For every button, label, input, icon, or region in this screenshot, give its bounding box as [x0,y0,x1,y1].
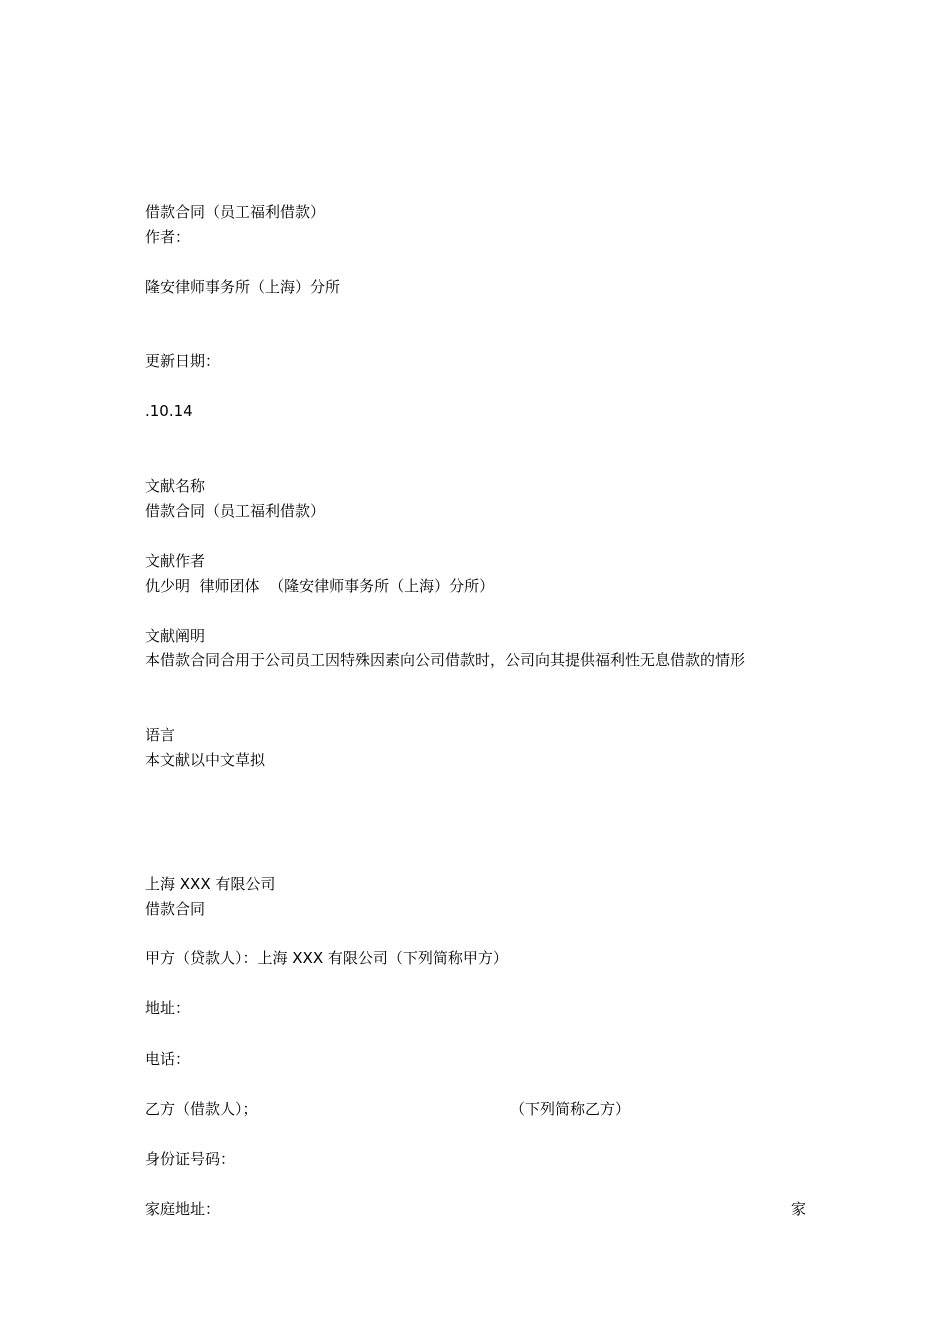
home-address-label: 家庭地址： [145,1200,221,1218]
phone-label: 电话： [145,1050,191,1068]
id-number-label: 身份证号码： [145,1150,236,1168]
update-date: .10.14 [145,402,193,420]
document-title: 借款合同（员工福利借款） [145,203,326,221]
party-b-abbr: （下列简称乙方） [510,1100,631,1118]
author-label: 作者： [145,228,191,246]
address-label: 地址： [145,999,191,1017]
doc-desc: 本借款合同合用于公司员工因特殊因素向公司借款时，公司向其提供福利性无息借款的情形 [145,651,746,669]
language-value: 本文献以中文草拟 [145,751,266,769]
doc-author: 仇少明 律师团体 （隆安律师事务所（上海）分所） [145,577,495,595]
contract-title: 借款合同 [145,900,206,918]
author-name: 隆安律师事务所（上海）分所 [145,278,341,296]
home-trailing-text: 家 [791,1200,807,1218]
doc-desc-label: 文献阐明 [145,627,206,645]
doc-author-label: 文献作者 [145,552,206,570]
doc-name: 借款合同（员工福利借款） [145,502,326,520]
contract-company: 上海 XXX 有限公司 [145,875,276,893]
doc-name-label: 文献名称 [145,477,206,495]
update-label: 更新日期： [145,352,221,370]
party-b-label: 乙方（借款人）； [145,1100,258,1118]
party-a: 甲方（贷款人）：上海 XXX 有限公司（下列简称甲方） [145,949,508,967]
language-label: 语言 [145,726,176,744]
